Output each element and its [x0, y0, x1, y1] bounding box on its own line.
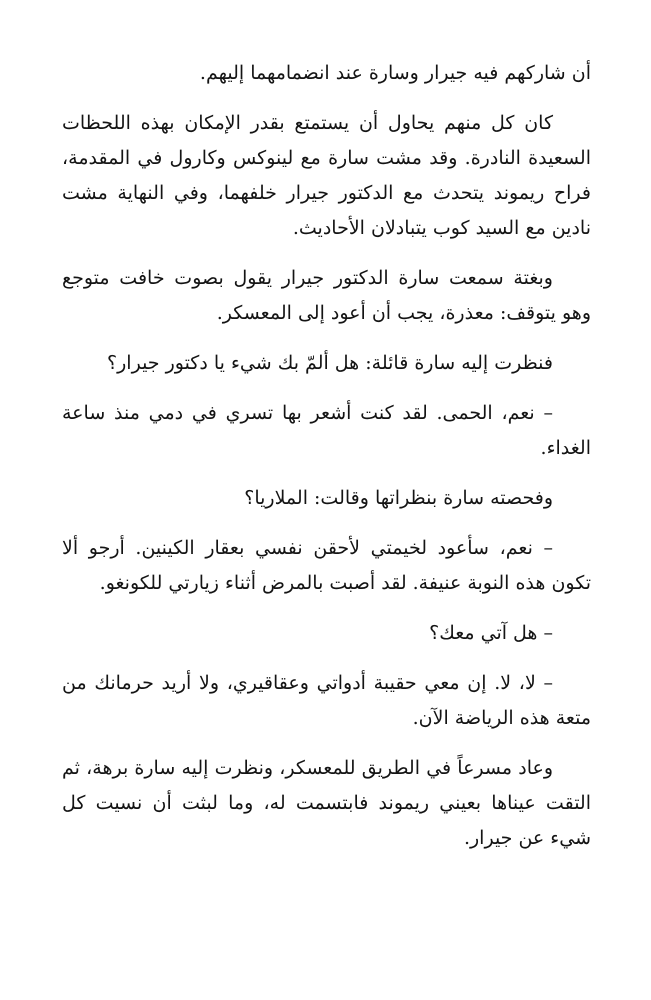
paragraph-10: وعاد مسرعاً في الطريق للمعسكر، ونظرت إليه سارة برهة، ثم التقت عيناها بعيني ريموند فابتسمت له، وما لبثت أن نسيت كل شيء عن جيرار. [62, 757, 591, 849]
paragraph-1: أن شاركهم فيه جيرار وسارة عند انضمامهما إليهم. [199, 62, 591, 84]
paragraph-9: – لا، لا. إن معي حقيبة أدواتي وعقاقيري، ولا أريد حرمانك من متعة هذه الرياضة الآن. [62, 672, 591, 729]
paragraph-4: فنظرت إليه سارة قائلة: هل ألمّ بك شيء يا دكتور جيرار؟ [107, 352, 553, 374]
paragraph-3: وبغتة سمعت سارة الدكتور جيرار يقول بصوت خافت متوجع وهو يتوقف: معذرة، يجب أن أعود إلى المعسكر. [62, 267, 591, 324]
paragraph-7: – نعم، سأعود لخيمتي لأحقن نفسي بعقار الكينين. أرجو ألا تكون هذه النوبة عنيفة. لقد أصبت بالمرض أثناء زيارتي للكونغو. [62, 537, 591, 594]
paragraph-6: وفحصته سارة بنظراتها وقالت: الملاريا؟ [244, 487, 553, 509]
paragraph-8: – هل آتي معك؟ [429, 622, 553, 644]
paragraph-5: – نعم، الحمى. لقد كنت أشعر بها تسري في دمي منذ ساعة الغداء. [62, 402, 591, 459]
paragraph-2: كان كل منهم يحاول أن يستمتع بقدر الإمكان بهذه اللحظات السعيدة النادرة. وقد مشت سارة مع لينوكس وكارول في المقدمة، فراح ريموند يتحدث مع الدكتور جيرار خلفهما، وفي النهاية مشت نادين مع السيد كوب يتبادلان الأحاديث. [62, 112, 591, 239]
